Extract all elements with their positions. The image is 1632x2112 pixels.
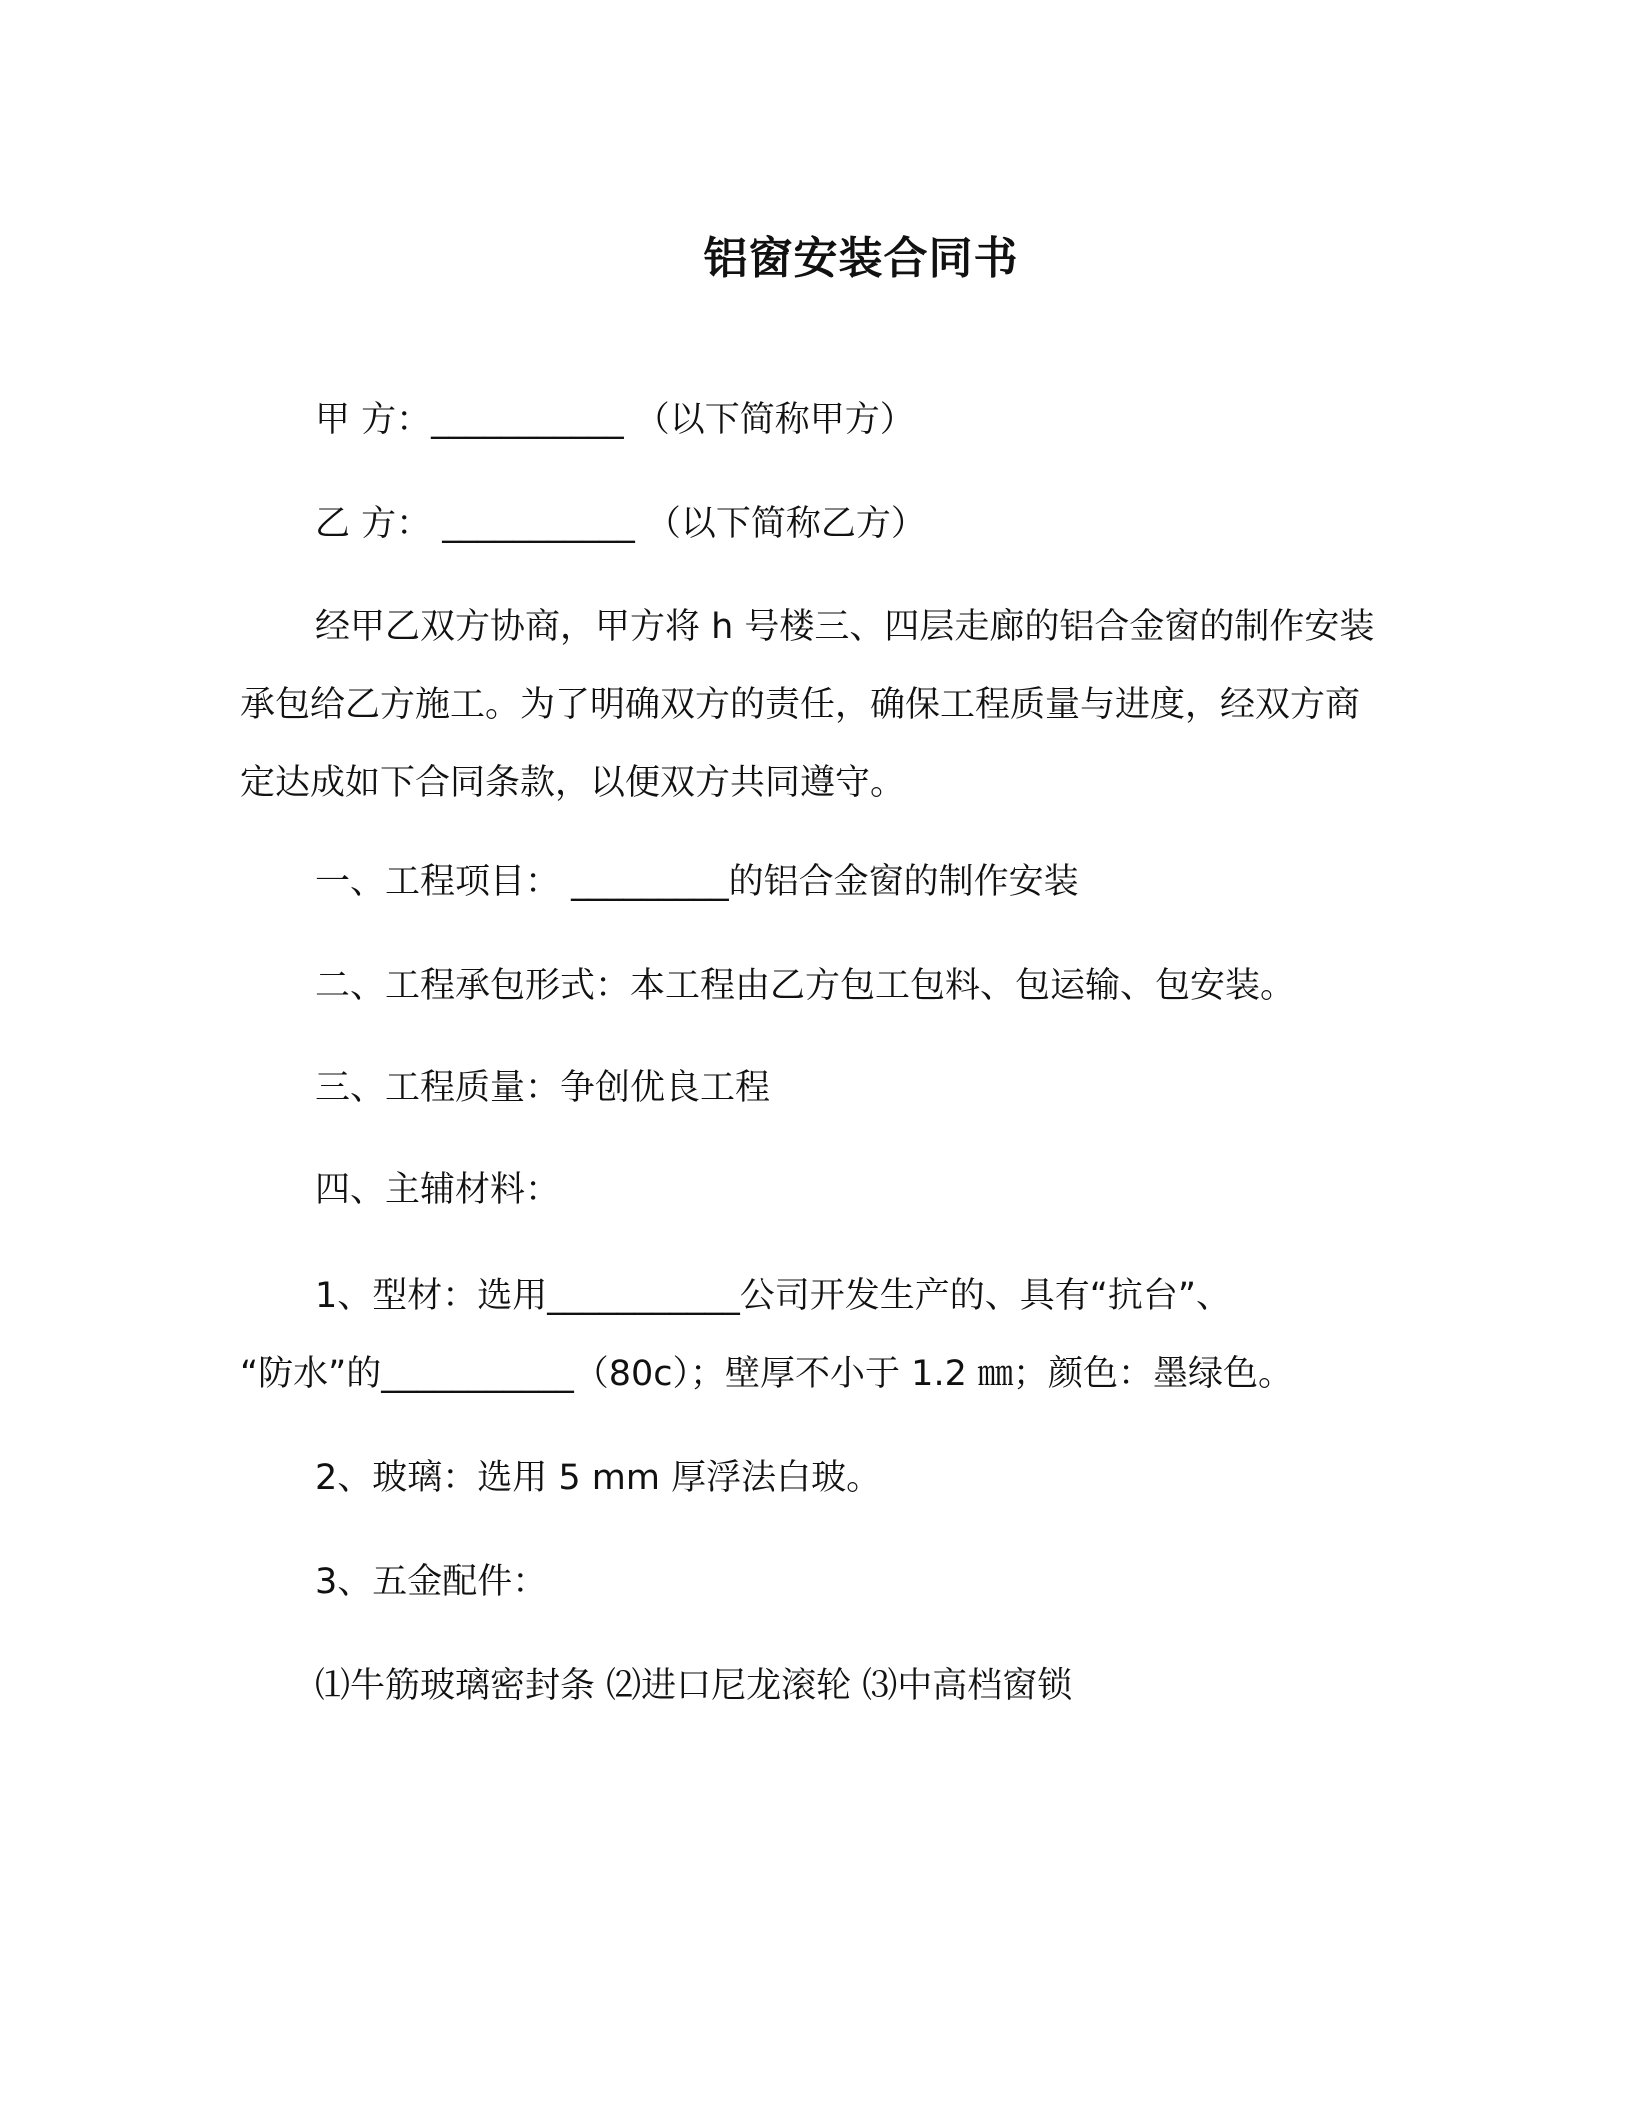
- clause-quality: 三、工程质量：争创优良工程: [315, 1068, 771, 1108]
- clause-contract-form: 二、工程承包形式：本工程由乙方包工包料、包运输、包安装。: [315, 966, 1296, 1006]
- clause-project: 一、工程项目： _________的铝合金窗的制作安装: [315, 862, 1079, 902]
- material-profile-line2: “防水”的___________（80c）；壁厚不小于 1.2 ㎜；颜色：墨绿色。: [240, 1354, 1293, 1394]
- clause-materials: 四、主辅材料：: [315, 1170, 561, 1210]
- hardware-list: ⑴牛筋玻璃密封条 ⑵进口尼龙滚轮 ⑶中高档窗锁: [315, 1666, 1073, 1706]
- intro-paragraph: 经甲乙双方协商，甲方将 h 号楼三、四层走廊的铝合金窗的制作安装承包给乙方施工。为了明确双方的责任，确保工程质量与进度，经双方商定达成如下合同条款，以便双方共同遵守。: [240, 607, 1375, 803]
- material-hardware-heading: 3、五金配件：: [315, 1562, 548, 1602]
- party-b-line: 乙 方： ___________ （以下简称乙方）: [315, 504, 926, 544]
- material-glass: 2、玻璃：选用 5 mm 厚浮法白玻。: [315, 1458, 882, 1498]
- party-a-line: 甲 方：___________ （以下简称甲方）: [315, 400, 915, 440]
- material-profile-line1: 1、型材：选用___________公司开发生产的、具有“抗台”、: [315, 1276, 1232, 1316]
- document-title: 铝窗安装合同书: [703, 233, 1019, 284]
